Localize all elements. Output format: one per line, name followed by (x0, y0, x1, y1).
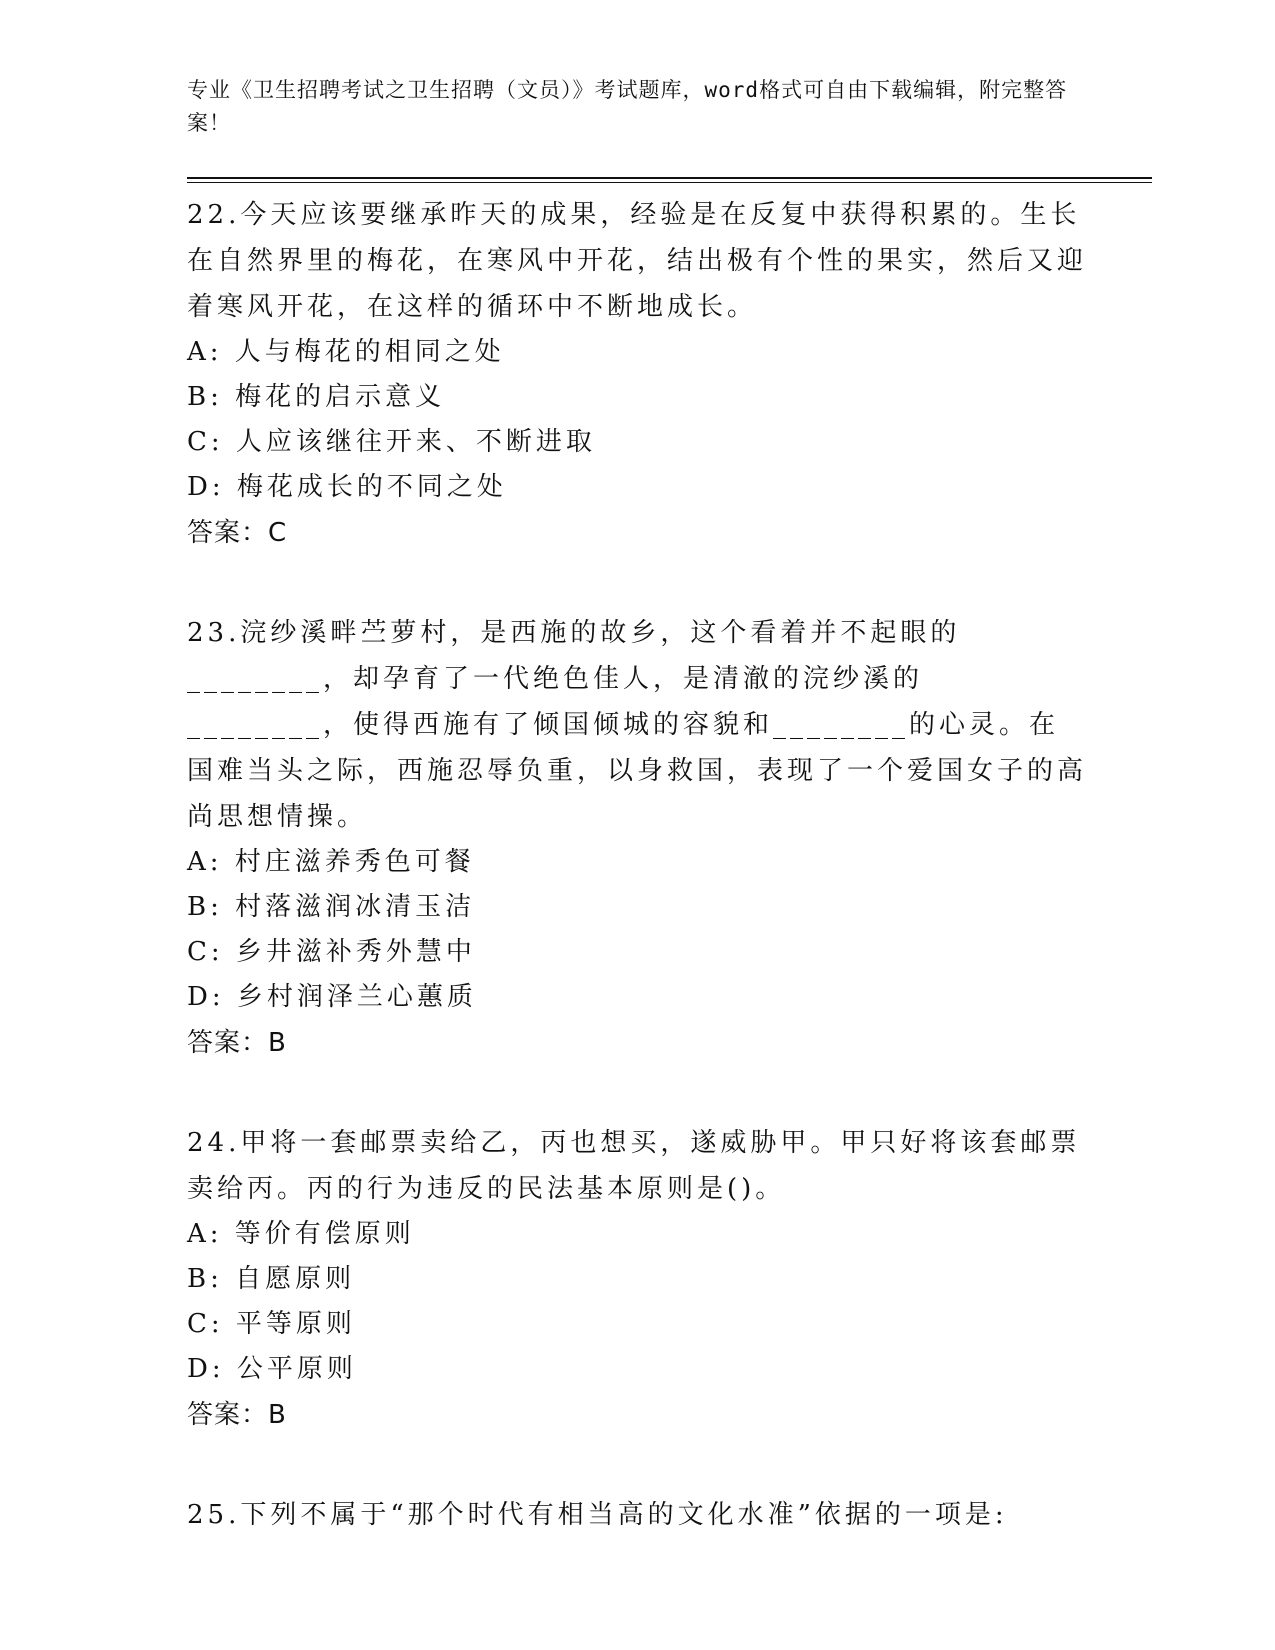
option-c: C: 平等原则 (187, 1309, 356, 1339)
question-25 (187, 1492, 1087, 1538)
answer: 答案：C (187, 518, 288, 548)
answer: 答案：B (187, 1400, 287, 1430)
answer: 答案：B (187, 1028, 287, 1058)
question-stem: 22.今天应该要继承昨天的成果，经验是在反复中获得积累的。生长在自然界里的梅花，在寒风中开花，结出极有个性的果实，然后又迎着寒风开花，在这样的循环中不断地成长。 (187, 200, 1088, 322)
option-b: B: 村落滋润冰清玉洁 (187, 892, 476, 922)
question-23 (187, 610, 1087, 1067)
header-rule-thick (187, 177, 1152, 179)
option-a: A: 人与梅花的相同之处 (187, 337, 505, 367)
option-d: D: 梅花成长的不同之处 (187, 472, 507, 502)
option-d: D: 乡村润泽兰心蕙质 (187, 982, 477, 1012)
question-list (187, 192, 1087, 1591)
question-22 (187, 192, 1087, 557)
document-header: 专业《卫生招聘考试之卫生招聘（文员）》考试题库，word格式可自由下载编辑，附完整答案！ (187, 78, 1068, 135)
question-24 (187, 1120, 1087, 1439)
question-stem: 24.甲将一套邮票卖给乙，丙也想买，遂威胁甲。甲只好将该套邮票卖给丙。丙的行为违反的民法基本原则是()。 (187, 1128, 1081, 1204)
option-c: C: 乡井滋补秀外慧中 (187, 937, 476, 967)
question-stem: 23.浣纱溪畔苎萝村，是西施的故乡，这个看着并不起眼的________，却孕育了一代绝色佳人，是清澈的浣纱溪的________，使得西施有了倾国倾城的容貌和________的心灵。在国难当头之际，西施忍辱负重，以身救国，表现了一个爱国女子的高尚思想情操。 (187, 618, 1088, 832)
option-d: D: 公平原则 (187, 1354, 357, 1384)
option-a: A: 村庄滋养秀色可餐 (187, 847, 475, 877)
header-rule-thin (187, 182, 1152, 183)
question-stem: 25.下列不属于“那个时代有相当高的文化水准”依据的一项是: (187, 1500, 1008, 1530)
option-b: B: 梅花的启示意义 (187, 382, 446, 412)
option-a: A: 等价有偿原则 (187, 1219, 415, 1249)
option-c: C: 人应该继往开来、不断进取 (187, 427, 596, 457)
option-b: B: 自愿原则 (187, 1264, 356, 1294)
